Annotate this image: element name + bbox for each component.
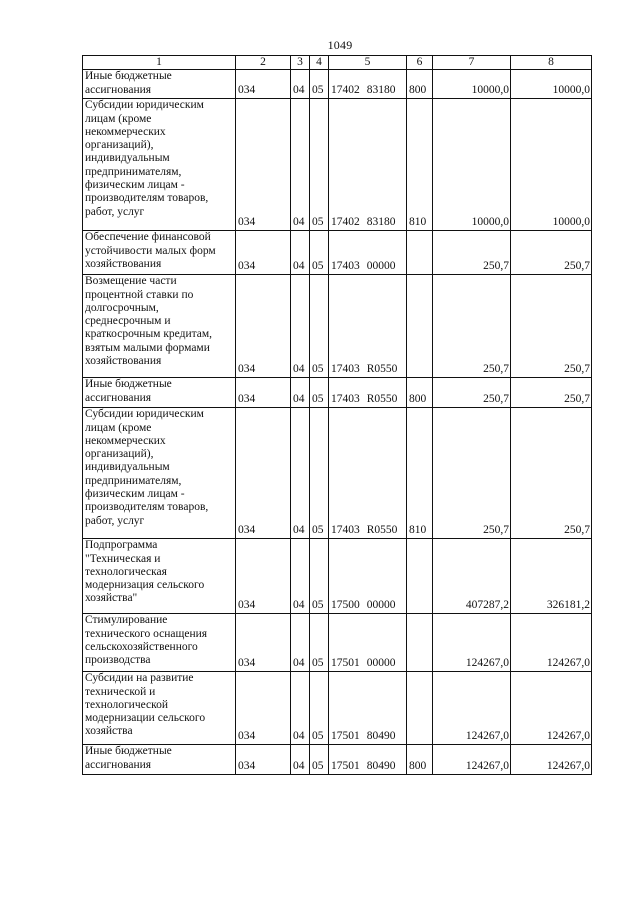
row-name-line: лицам (кроме xyxy=(85,112,152,125)
row-name-line: работ, услуг xyxy=(85,205,145,218)
program-code: 17403 xyxy=(331,524,360,536)
row-name-line: устойчивости малых форм xyxy=(85,244,216,257)
row-name-line: некоммерческих xyxy=(85,434,166,447)
amount-year2-cell: 124267,0 xyxy=(511,614,592,672)
ministry-code-cell: 034 xyxy=(236,408,291,539)
row-name-line: Стимулирование xyxy=(85,614,168,627)
direction-code: 80490 xyxy=(366,730,396,742)
amount-year2-cell: 326181,2 xyxy=(511,539,592,614)
amount-year1-cell: 250,7 xyxy=(433,231,511,275)
amount-year2-cell: 250,7 xyxy=(511,378,592,408)
direction-code: 83180 xyxy=(366,84,396,96)
row-name-line: долгосрочным, xyxy=(85,301,159,314)
expense-type-cell xyxy=(407,231,433,275)
column-header: 7 xyxy=(433,56,511,70)
column-header: 2 xyxy=(236,56,291,70)
row-name-line: хозяйства xyxy=(85,725,133,738)
subsection-code-cell: 05 xyxy=(310,672,329,745)
table-row xyxy=(83,672,592,745)
row-name-line: технического оснащения xyxy=(85,627,208,640)
section-code-cell: 04 xyxy=(291,614,310,672)
program-code: 17402 xyxy=(331,84,360,96)
target-article-cell xyxy=(329,745,407,775)
row-name-cell xyxy=(83,231,236,275)
amount-year1-cell: 250,7 xyxy=(433,275,511,378)
section-code-cell: 04 xyxy=(291,99,310,231)
table-row xyxy=(83,378,592,408)
amount-year1-cell: 124267,0 xyxy=(433,614,511,672)
program-code: 17403 xyxy=(331,260,360,272)
column-header: 1 xyxy=(83,56,236,70)
table-row xyxy=(83,408,592,539)
target-article-cell xyxy=(329,539,407,614)
section-code-cell: 04 xyxy=(291,672,310,745)
amount-year2-cell: 250,7 xyxy=(511,275,592,378)
column-header: 6 xyxy=(407,56,433,70)
row-name-line: среднесрочным и xyxy=(85,315,171,328)
row-name-line: работ, услуг xyxy=(85,514,145,527)
row-name-line: ассигнования xyxy=(85,391,152,404)
table-row xyxy=(83,275,592,378)
expense-type-cell: 800 xyxy=(407,70,433,99)
table-row xyxy=(83,99,592,231)
subsection-code-cell: 05 xyxy=(310,745,329,775)
direction-code: 80490 xyxy=(366,760,396,772)
direction-code: 00000 xyxy=(366,260,396,272)
row-name-line: физическим лицам - xyxy=(85,179,185,192)
direction-code: R0550 xyxy=(366,363,398,375)
row-name-line: Обеспечение финансовой xyxy=(85,231,211,244)
row-name-line: модернизация сельского xyxy=(85,579,205,592)
expense-type-cell: 810 xyxy=(407,408,433,539)
ministry-code-cell: 034 xyxy=(236,378,291,408)
row-name-line: Субсидии юридическим xyxy=(85,408,204,421)
subsection-code-cell: 05 xyxy=(310,378,329,408)
row-name-line: Иные бюджетные xyxy=(85,70,172,83)
direction-code: 00000 xyxy=(366,657,396,669)
row-name-cell xyxy=(83,99,236,231)
row-name-cell xyxy=(83,539,236,614)
column-header: 3 xyxy=(291,56,310,70)
row-name-cell xyxy=(83,378,236,408)
row-name-line: ассигнования xyxy=(85,83,152,96)
expense-type-cell: 810 xyxy=(407,99,433,231)
subsection-code-cell: 05 xyxy=(310,614,329,672)
row-name-cell xyxy=(83,745,236,775)
direction-code: R0550 xyxy=(366,393,398,405)
program-code: 17501 xyxy=(331,657,360,669)
row-name-line: производителям товаров, xyxy=(85,192,209,205)
section-code-cell: 04 xyxy=(291,539,310,614)
ministry-code-cell: 034 xyxy=(236,614,291,672)
row-name-line: Подпрограмма xyxy=(85,539,158,552)
row-name-line: предпринимателям, xyxy=(85,165,182,178)
amount-year2-cell: 10000,0 xyxy=(511,99,592,231)
row-name-cell xyxy=(83,614,236,672)
row-name-line: технологической xyxy=(85,698,169,711)
row-name-line: технической и xyxy=(85,685,156,698)
amount-year1-cell: 250,7 xyxy=(433,378,511,408)
section-code-cell: 04 xyxy=(291,231,310,275)
amount-year1-cell: 250,7 xyxy=(433,408,511,539)
target-article-cell xyxy=(329,408,407,539)
amount-year2-cell: 250,7 xyxy=(511,231,592,275)
amount-year1-cell: 124267,0 xyxy=(433,745,511,775)
expense-type-cell: 800 xyxy=(407,745,433,775)
budget-table xyxy=(82,55,592,775)
ministry-code-cell: 034 xyxy=(236,275,291,378)
row-name-line: индивидуальным xyxy=(85,461,170,474)
target-article-cell xyxy=(329,614,407,672)
row-name-line: "Техническая и xyxy=(85,552,161,565)
table-header-row xyxy=(83,56,592,70)
subsection-code-cell: 05 xyxy=(310,539,329,614)
target-article-cell xyxy=(329,231,407,275)
direction-code: 00000 xyxy=(366,599,396,611)
row-name-line: предпринимателям, xyxy=(85,474,182,487)
row-name-cell xyxy=(83,672,236,745)
target-article-cell xyxy=(329,70,407,99)
row-name-line: технологическая xyxy=(85,565,167,578)
column-header: 5 xyxy=(329,56,407,70)
row-name-cell xyxy=(83,408,236,539)
subsection-code-cell: 05 xyxy=(310,408,329,539)
table-row xyxy=(83,70,592,99)
row-name-line: организаций), xyxy=(85,448,154,461)
section-code-cell: 04 xyxy=(291,70,310,99)
amount-year1-cell: 407287,2 xyxy=(433,539,511,614)
row-name-line: Субсидии на развитие xyxy=(85,672,194,685)
row-name-line: Иные бюджетные xyxy=(85,745,172,758)
row-name-line: модернизации сельского xyxy=(85,712,206,725)
ministry-code-cell: 034 xyxy=(236,672,291,745)
row-name-line: взятым малыми формами xyxy=(85,341,210,354)
target-article-cell xyxy=(329,275,407,378)
row-name-line: лицам (кроме xyxy=(85,421,152,434)
program-code: 17501 xyxy=(331,730,360,742)
row-name-line: хозяйствования xyxy=(85,355,162,368)
row-name-line: краткосрочным кредитам, xyxy=(85,328,213,341)
section-code-cell: 04 xyxy=(291,378,310,408)
row-name-line: производителям товаров, xyxy=(85,501,209,514)
amount-year1-cell: 10000,0 xyxy=(433,70,511,99)
program-code: 17403 xyxy=(331,363,360,375)
section-code-cell: 04 xyxy=(291,745,310,775)
row-name-line: сельскохозяйственного xyxy=(85,640,198,653)
subsection-code-cell: 05 xyxy=(310,231,329,275)
section-code-cell: 04 xyxy=(291,275,310,378)
section-code-cell: 04 xyxy=(291,408,310,539)
program-code: 17500 xyxy=(331,599,360,611)
row-name-line: хозяйствования xyxy=(85,257,162,270)
column-header: 8 xyxy=(511,56,592,70)
program-code: 17402 xyxy=(331,216,360,228)
ministry-code-cell: 034 xyxy=(236,99,291,231)
row-name-cell xyxy=(83,70,236,99)
row-name-line: Субсидии юридическим xyxy=(85,99,204,112)
column-header: 4 xyxy=(310,56,329,70)
amount-year2-cell: 124267,0 xyxy=(511,672,592,745)
row-name-line: Возмещение части xyxy=(85,275,177,288)
expense-type-cell: 800 xyxy=(407,378,433,408)
ministry-code-cell: 034 xyxy=(236,70,291,99)
subsection-code-cell: 05 xyxy=(310,275,329,378)
expense-type-cell xyxy=(407,275,433,378)
row-name-line: ассигнования xyxy=(85,758,152,771)
expense-type-cell xyxy=(407,539,433,614)
target-article-cell xyxy=(329,99,407,231)
table-row xyxy=(83,745,592,775)
row-name-line: хозяйства" xyxy=(85,592,138,605)
row-name-line: физическим лицам - xyxy=(85,488,185,501)
ministry-code-cell: 034 xyxy=(236,539,291,614)
ministry-code-cell: 034 xyxy=(236,745,291,775)
amount-year1-cell: 124267,0 xyxy=(433,672,511,745)
row-name-line: организаций), xyxy=(85,139,154,152)
subsection-code-cell: 05 xyxy=(310,99,329,231)
amount-year2-cell: 10000,0 xyxy=(511,70,592,99)
amount-year1-cell: 10000,0 xyxy=(433,99,511,231)
table-row xyxy=(83,614,592,672)
row-name-line: процентной ставки по xyxy=(85,288,194,301)
target-article-cell xyxy=(329,672,407,745)
target-article-cell xyxy=(329,378,407,408)
expense-type-cell xyxy=(407,614,433,672)
direction-code: R0550 xyxy=(366,524,398,536)
row-name-line: Иные бюджетные xyxy=(85,378,172,391)
row-name-line: некоммерческих xyxy=(85,125,166,138)
ministry-code-cell: 034 xyxy=(236,231,291,275)
row-name-cell xyxy=(83,275,236,378)
table-row xyxy=(83,539,592,614)
direction-code: 83180 xyxy=(366,216,396,228)
page-number: 1049 xyxy=(327,38,353,52)
expense-type-cell xyxy=(407,672,433,745)
program-code: 17501 xyxy=(331,760,360,772)
row-name-line: индивидуальным xyxy=(85,152,170,165)
row-name-line: производства xyxy=(85,654,151,667)
amount-year2-cell: 250,7 xyxy=(511,408,592,539)
program-code: 17403 xyxy=(331,393,360,405)
table-row xyxy=(83,231,592,275)
amount-year2-cell: 124267,0 xyxy=(511,745,592,775)
subsection-code-cell: 05 xyxy=(310,70,329,99)
